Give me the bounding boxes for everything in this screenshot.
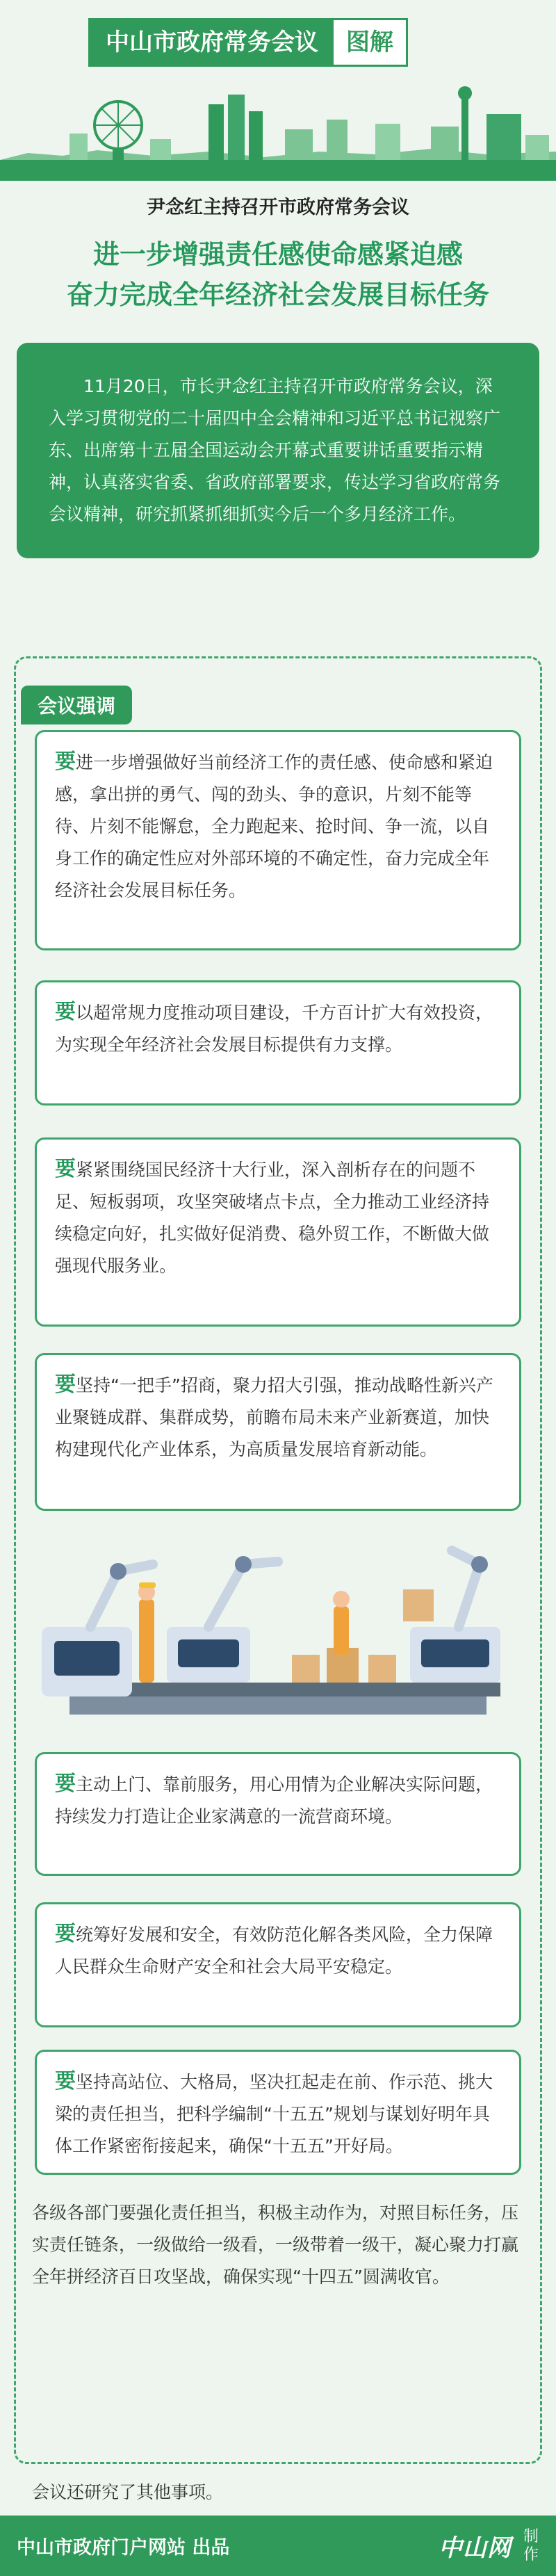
point-text-5: 主动上门、靠前服务，用心用情为企业解决实际问题，持续发力打造让企业家满意的一流营商环境。 <box>55 1774 493 1826</box>
point-text-6: 统筹好发展和安全，有效防范化解各类风险，全力保障人民群众生命财产安全和社会大局平安稳定。 <box>55 1925 493 1977</box>
point-card-4 <box>35 1353 521 1511</box>
point-text-4: 坚持“一把手”招商，聚力招大引强，推动战略性新兴产业聚链成群、集群成势，前瞻布局未来产业新赛道，加快构建现代化产业体系，为高质量发展培育新动能。 <box>55 1375 493 1459</box>
footer-bar <box>0 2516 556 2576</box>
title-line-2: 奋力完成全年经济社会发展目标任务 <box>66 280 489 310</box>
point-card-2 <box>35 980 521 1105</box>
banner-tag-label: 图解 <box>334 20 406 65</box>
footer-made-label: 制作 <box>523 2527 539 2563</box>
point-card-6 <box>35 1902 521 2027</box>
zhongshan-logo-icon: 中山网 <box>439 2534 512 2562</box>
point-card-1 <box>35 730 521 950</box>
point-lead-char: 要 <box>55 2069 76 2093</box>
point-text-7: 坚持高站位、大格局，坚决扛起走在前、作示范、挑大梁的责任担当，把科学编制“十五五”规划与谋划好明年具体工作紧密衔接起来，确保“十五五”开好局。 <box>55 2072 493 2156</box>
point-card-7 <box>35 2050 521 2175</box>
point-card-5 <box>35 1752 521 1876</box>
city-skyline-illustration <box>0 83 556 181</box>
point-lead-char: 要 <box>55 1372 76 1397</box>
intro-paragraph: 11月20日，市长尹念红主持召开市政府常务会议，深入学习贯彻党的二十届四中全会精神和习近平总书记视察广东、出席第十五届全国运动会开幕式重要讲话重要指示精神，认真落实省委、省政府部署要求，传达学习省政府常务会议精神，研究抓紧抓细抓实今后一个多月经济工作。 <box>17 343 539 558</box>
banner-series-label: 中山市政府常务会议 <box>90 20 334 65</box>
point-lead-char: 要 <box>55 1922 76 1946</box>
point-text-3: 紧紧围绕国民经济十大行业，深入剖析存在的问题不足、短板弱项，攻坚突破堵点卡点，全力推动工业经济持续稳定向好，扎实做好促消费、稳外贸工作，不断做大做强现代服务业。 <box>55 1160 490 1276</box>
point-text-1: 进一步增强做好当前经济工作的责任感、使命感和紧迫感，拿出拼的勇气、闯的劲头、争的意识，片刻不能等待、片刻不能懈怠，全力跑起来、抢时间、争一流，以自身工作的确定性应对外部环境的不确定性，奋力完成全年经济社会发展目标任务。 <box>55 752 493 900</box>
title-line-1: 进一步增强责任感使命感紧迫感 <box>92 239 463 270</box>
section-tag: 会议强调 <box>21 686 132 724</box>
meeting-subtitle: 尹念红主持召开市政府常务会议 <box>147 197 409 218</box>
footer-brand <box>439 2528 539 2564</box>
point-lead-char: 要 <box>55 750 76 774</box>
closing-paragraph: 各级各部门要强化责任担当，积极主动作为，对照目标任务，压实责任链条，一级做给一级看，一级带着一级干，凝心聚力打赢全年拼经济百日攻坚战，确保实现“十四五”圆满收官。 <box>32 2203 519 2287</box>
banner-title <box>88 18 408 67</box>
footer-source: 中山市政府门户网站 出品 <box>17 2537 230 2559</box>
robot-factory-illustration <box>42 1523 514 1724</box>
point-card-3 <box>35 1137 521 1327</box>
header-banner <box>0 0 556 181</box>
page-title <box>0 234 556 315</box>
point-lead-char: 要 <box>55 1000 76 1024</box>
point-text-2: 以超常规力度推动项目建设，千方百计扩大有效投资，为实现全年经济社会发展目标提供有力支撑。 <box>55 1003 493 1055</box>
other-matters-note: 会议还研究了其他事项。 <box>32 2482 224 2502</box>
point-lead-char: 要 <box>55 1772 76 1796</box>
point-lead-char: 要 <box>55 1157 76 1181</box>
